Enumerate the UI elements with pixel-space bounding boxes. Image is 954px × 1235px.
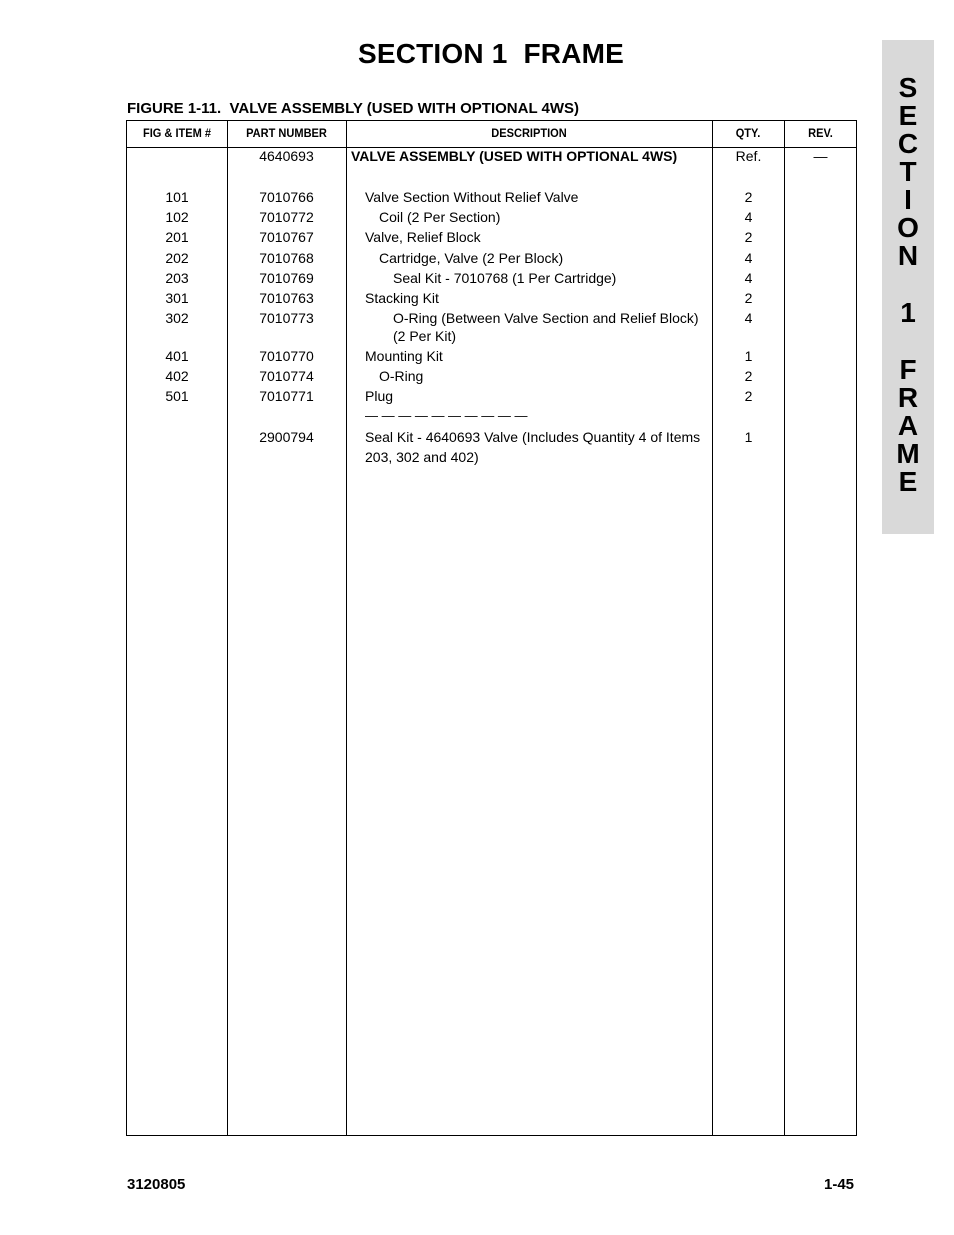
part-number: 7010763: [259, 290, 314, 306]
description: [351, 427, 725, 467]
side-tab-letter: A: [897, 410, 919, 441]
description-line: VALVE ASSEMBLY (USED WITH OPTIONAL 4WS): [351, 148, 678, 164]
side-tab-letter: E: [898, 100, 918, 131]
side-tab-letter: 1: [900, 297, 916, 328]
description-line: O-Ring: [379, 368, 424, 384]
item-number: 102: [165, 209, 189, 225]
side-tab-letter: S: [898, 72, 918, 103]
figure-title: FIGURE 1-11. VALVE ASSEMBLY (USED WITH OPTIONAL 4WS): [127, 100, 580, 117]
part-number: 7010767: [259, 229, 314, 245]
description-line: Plug: [365, 388, 394, 404]
header-part-number: PART NUMBER: [246, 126, 327, 140]
description: [351, 308, 753, 345]
item-number: 401: [165, 348, 189, 364]
description: [351, 248, 739, 268]
description: [351, 366, 739, 386]
quantity: 2: [744, 290, 753, 306]
quantity: 2: [744, 189, 753, 205]
side-tab-letter: N: [897, 240, 919, 271]
item-number: 202: [165, 250, 189, 266]
description: [351, 227, 725, 247]
description-line: Valve Section Without Relief Valve: [365, 189, 579, 205]
quantity: 4: [744, 310, 753, 326]
column-divider: [346, 121, 347, 1135]
quantity: 2: [744, 368, 753, 384]
item-number: 203: [165, 270, 189, 286]
part-number: 7010769: [259, 270, 314, 286]
part-number: 4640693: [259, 148, 314, 164]
description: [351, 406, 725, 426]
quantity: 1: [744, 348, 753, 364]
description-line: Coil (2 Per Section): [379, 209, 501, 225]
quantity: 4: [744, 250, 753, 266]
parts-table: [126, 120, 857, 1136]
quantity: 2: [744, 388, 753, 404]
description-line: 203, 302 and 402): [365, 449, 479, 465]
item-number: 302: [165, 310, 189, 326]
description: [351, 386, 725, 406]
part-number: 7010768: [259, 250, 314, 266]
item-number: 101: [165, 189, 189, 205]
item-number: 402: [165, 368, 189, 384]
description-line: Valve, Relief Block: [365, 229, 481, 245]
description-line: Stacking Kit: [365, 290, 439, 306]
description: [351, 268, 753, 288]
description-line: Cartridge, Valve (2 Per Block): [379, 250, 564, 266]
description: [351, 146, 711, 166]
side-tab-letter: R: [897, 382, 919, 413]
quantity: 1: [744, 429, 753, 445]
item-number: 301: [165, 290, 189, 306]
side-tab-letter: E: [898, 466, 918, 497]
description-line: (2 Per Kit): [393, 328, 457, 344]
header-rev: REV.: [808, 126, 833, 140]
header-qty: QTY.: [735, 126, 761, 140]
part-number: 7010774: [259, 368, 314, 384]
part-number: 7010766: [259, 189, 314, 205]
header-description: DESCRIPTION: [491, 126, 567, 140]
item-number: 201: [165, 229, 189, 245]
side-tab-letter: O: [897, 212, 919, 243]
quantity: 2: [744, 229, 753, 245]
part-number: 2900794: [259, 429, 314, 445]
part-number: 7010772: [259, 209, 314, 225]
quantity: 4: [744, 209, 753, 225]
description: [351, 288, 725, 308]
part-number: 7010773: [259, 310, 314, 326]
description: [351, 346, 725, 366]
side-tab-letter: F: [899, 354, 917, 385]
description-line: Mounting Kit: [365, 348, 443, 364]
page-title: SECTION 1 FRAME: [357, 38, 625, 69]
quantity: 4: [744, 270, 753, 286]
side-tab-letter: M: [896, 438, 920, 469]
part-number: 7010770: [259, 348, 314, 364]
side-tab-letter: C: [897, 128, 919, 159]
item-number: 501: [165, 388, 189, 404]
revision: —: [813, 148, 828, 164]
description: [351, 187, 725, 207]
page-number: 1-45: [824, 1176, 855, 1193]
description: [351, 207, 739, 227]
column-divider: [784, 121, 785, 1135]
side-tab-letter: T: [899, 156, 917, 187]
document-number: 3120805: [127, 1176, 186, 1193]
side-tab-letter: I: [904, 184, 912, 215]
description-line: Seal Kit - 4640693 Valve (Includes Quantity 4 of Items: [365, 429, 701, 445]
section-side-tab: [882, 40, 934, 534]
description-line: O-Ring (Between Valve Section and Relief Block): [393, 310, 699, 326]
separator-dashes: — — — — — — — — — —: [365, 408, 528, 423]
header-item: FIG & ITEM #: [142, 126, 212, 140]
description-line: Seal Kit - 7010768 (1 Per Cartridge): [393, 270, 617, 286]
part-number: 7010771: [259, 388, 314, 404]
quantity: Ref.: [735, 148, 762, 164]
